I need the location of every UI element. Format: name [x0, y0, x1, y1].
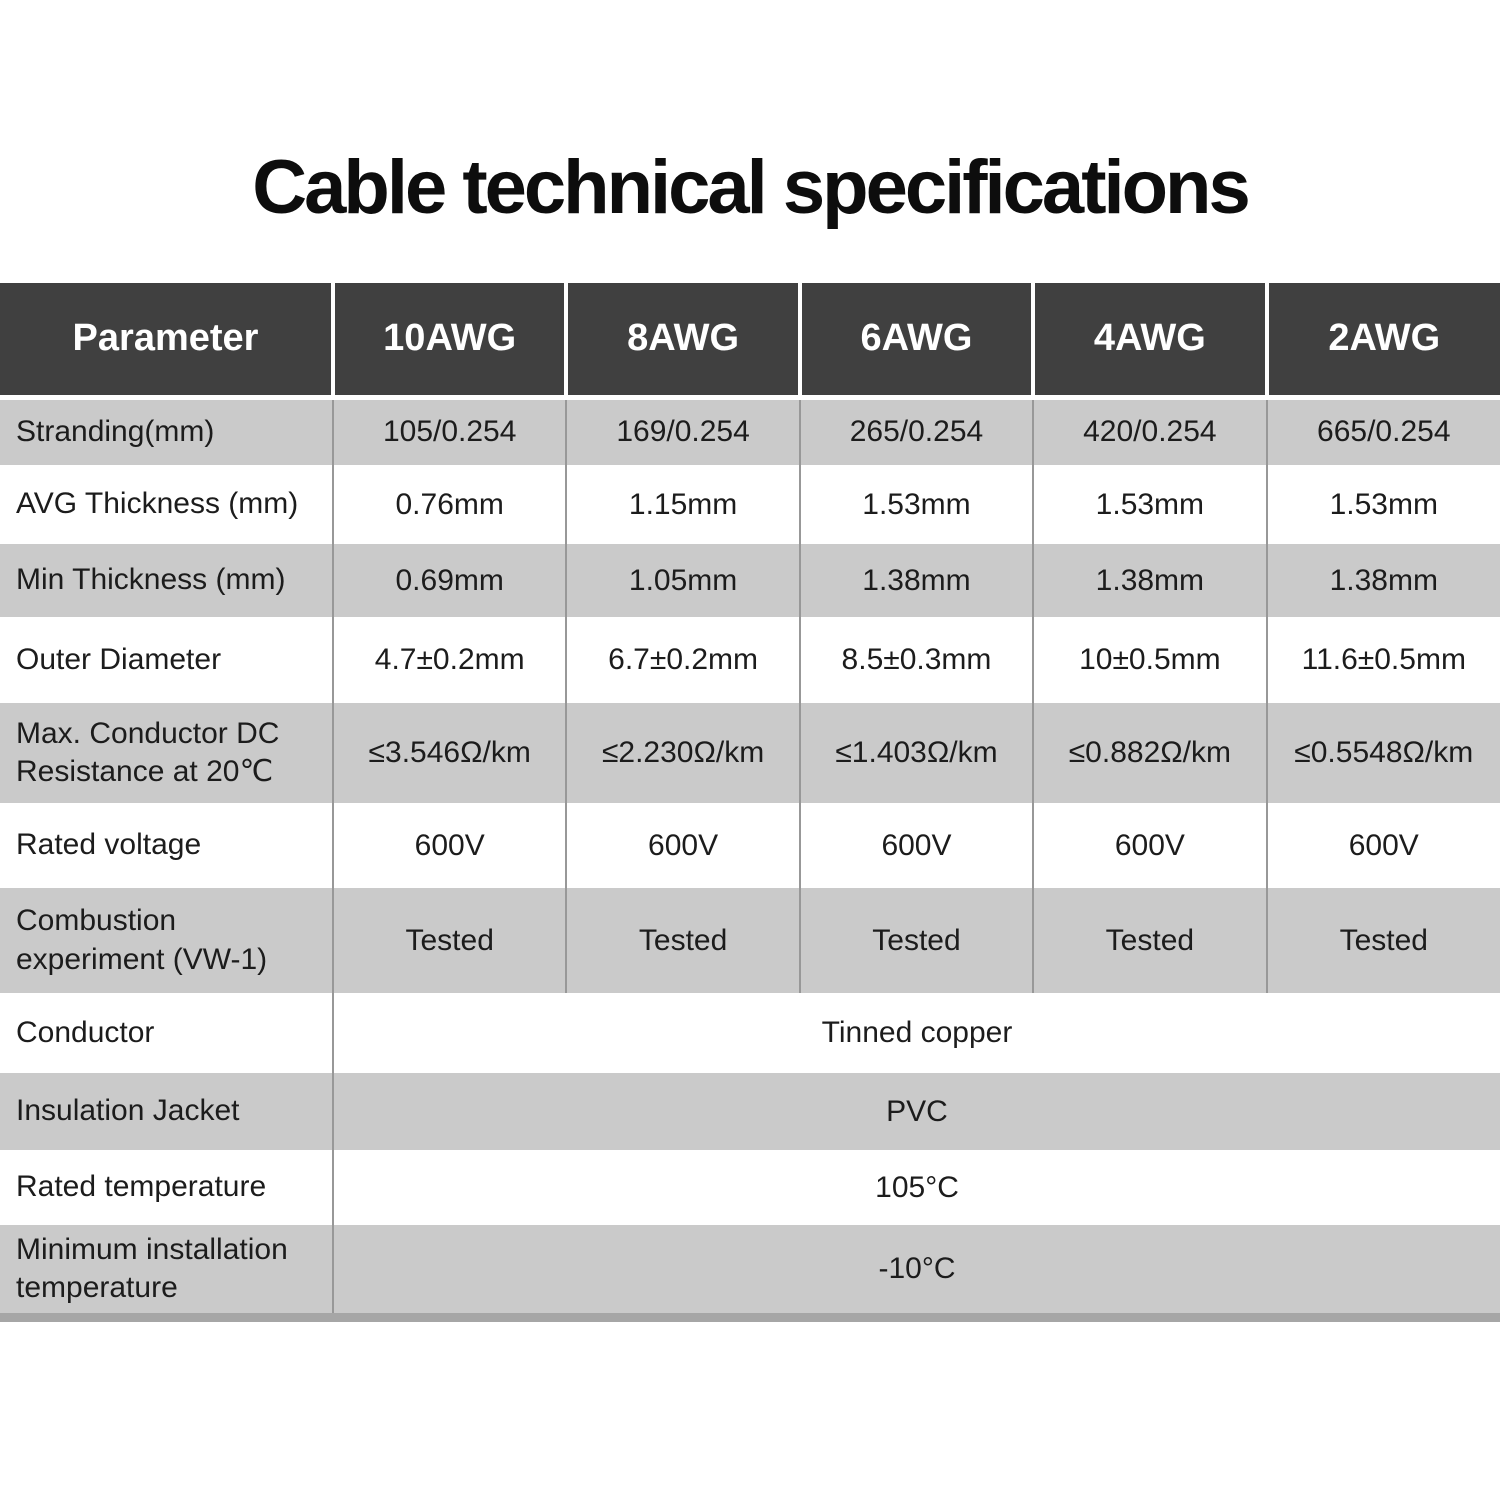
- parameter-cell: Rated voltage: [0, 803, 333, 888]
- table-row: [0, 993, 1500, 1073]
- value-cell: ≤2.230Ω/km: [566, 703, 799, 803]
- column-header: 8AWG: [566, 283, 799, 397]
- value-cell: 665/0.254: [1267, 397, 1500, 465]
- page-title: Cable technical specifications: [252, 145, 1248, 230]
- merged-value-cell: 105°C: [333, 1150, 1500, 1225]
- value-cell: 1.15mm: [566, 465, 799, 544]
- column-header: 4AWG: [1033, 283, 1266, 397]
- column-header: 2AWG: [1267, 283, 1500, 397]
- value-cell: 10±0.5mm: [1033, 617, 1266, 703]
- parameter-cell: Insulation Jacket: [0, 1073, 333, 1150]
- parameter-cell: Outer Diameter: [0, 617, 333, 703]
- table-row: [0, 1073, 1500, 1150]
- value-cell: 600V: [1033, 803, 1266, 888]
- value-cell: 1.38mm: [1033, 544, 1266, 617]
- value-cell: 265/0.254: [800, 397, 1033, 465]
- merged-value-cell: -10°C: [333, 1225, 1500, 1317]
- table-header: [0, 283, 1500, 397]
- table-row: [0, 888, 1500, 993]
- parameter-cell: Rated temperature: [0, 1150, 333, 1225]
- table-row: [0, 803, 1500, 888]
- value-cell: Tested: [333, 888, 566, 993]
- column-header: 10AWG: [333, 283, 566, 397]
- value-cell: 1.53mm: [1267, 465, 1500, 544]
- parameter-cell: Max. Conductor DC Resistance at 20℃: [0, 703, 333, 803]
- spec-table: [0, 283, 1500, 1322]
- value-cell: 169/0.254: [566, 397, 799, 465]
- table-body: [0, 397, 1500, 1317]
- parameter-cell: AVG Thickness (mm): [0, 465, 333, 544]
- value-cell: 0.76mm: [333, 465, 566, 544]
- value-cell: 1.53mm: [800, 465, 1033, 544]
- table-row: [0, 703, 1500, 803]
- value-cell: Tested: [566, 888, 799, 993]
- merged-value-cell: PVC: [333, 1073, 1500, 1150]
- parameter-cell: Minimum installation temperature: [0, 1225, 333, 1317]
- value-cell: Tested: [1267, 888, 1500, 993]
- merged-value-cell: Tinned copper: [333, 993, 1500, 1073]
- value-cell: 105/0.254: [333, 397, 566, 465]
- value-cell: 600V: [566, 803, 799, 888]
- column-header: 6AWG: [800, 283, 1033, 397]
- value-cell: 0.69mm: [333, 544, 566, 617]
- title-section: [0, 0, 1500, 283]
- value-cell: Tested: [1033, 888, 1266, 993]
- table-row: [0, 465, 1500, 544]
- value-cell: 6.7±0.2mm: [566, 617, 799, 703]
- value-cell: 11.6±0.5mm: [1267, 617, 1500, 703]
- value-cell: 600V: [333, 803, 566, 888]
- value-cell: 4.7±0.2mm: [333, 617, 566, 703]
- value-cell: 1.38mm: [800, 544, 1033, 617]
- parameter-cell: Min Thickness (mm): [0, 544, 333, 617]
- table-row: [0, 1225, 1500, 1317]
- value-cell: ≤0.5548Ω/km: [1267, 703, 1500, 803]
- value-cell: ≤3.546Ω/km: [333, 703, 566, 803]
- value-cell: ≤0.882Ω/km: [1033, 703, 1266, 803]
- table-row: [0, 1150, 1500, 1225]
- value-cell: Tested: [800, 888, 1033, 993]
- value-cell: 1.38mm: [1267, 544, 1500, 617]
- parameter-cell: Combustion experiment (VW-1): [0, 888, 333, 993]
- value-cell: 600V: [1267, 803, 1500, 888]
- column-header: Parameter: [0, 283, 333, 397]
- value-cell: 600V: [800, 803, 1033, 888]
- table-row: [0, 617, 1500, 703]
- value-cell: 8.5±0.3mm: [800, 617, 1033, 703]
- header-row: [0, 283, 1500, 397]
- value-cell: 420/0.254: [1033, 397, 1266, 465]
- table-row: [0, 397, 1500, 465]
- value-cell: 1.05mm: [566, 544, 799, 617]
- value-cell: ≤1.403Ω/km: [800, 703, 1033, 803]
- value-cell: 1.53mm: [1033, 465, 1266, 544]
- parameter-cell: Stranding(mm): [0, 397, 333, 465]
- table-row: [0, 544, 1500, 617]
- parameter-cell: Conductor: [0, 993, 333, 1073]
